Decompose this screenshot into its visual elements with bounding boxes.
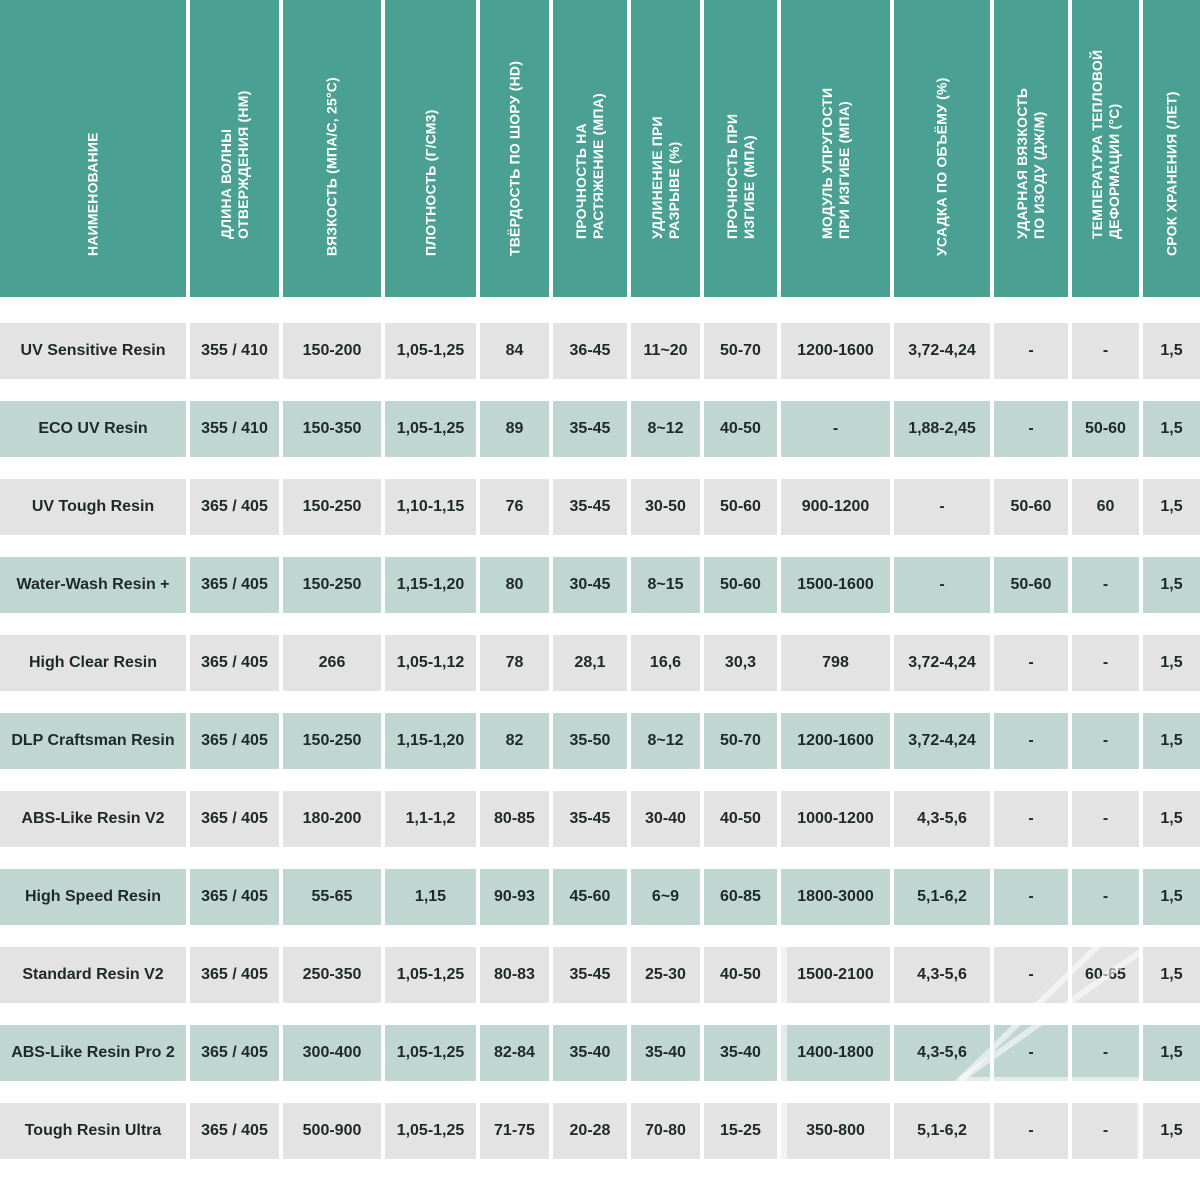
table-cell: 70-80 xyxy=(631,1103,700,1159)
table-cell: - xyxy=(781,401,890,457)
table-cell: 6~9 xyxy=(631,869,700,925)
resin-name-cell: ABS-Like Resin Pro 2 xyxy=(0,1025,186,1081)
column-header xyxy=(994,0,1068,297)
table-cell: - xyxy=(994,713,1068,769)
table-cell: 78 xyxy=(480,635,549,691)
table-cell: 36-45 xyxy=(553,323,627,379)
table-cell: 365 / 405 xyxy=(190,557,279,613)
table-cell: 50-70 xyxy=(704,713,777,769)
column-header-label: НАИМЕНОВАНИЕ xyxy=(84,132,101,256)
column-header xyxy=(631,0,700,297)
table-cell: - xyxy=(1072,1025,1139,1081)
table-cell: 355 / 410 xyxy=(190,323,279,379)
table-cell: 1,05-1,25 xyxy=(385,323,476,379)
table-cell: 1,5 xyxy=(1143,713,1200,769)
table-cell: 35-45 xyxy=(553,401,627,457)
table-cell: 150-250 xyxy=(283,557,381,613)
table-cell: 150-200 xyxy=(283,323,381,379)
table-cell: 1,05-1,25 xyxy=(385,947,476,1003)
table-cell: 365 / 405 xyxy=(190,1103,279,1159)
table-cell: 50-60 xyxy=(994,557,1068,613)
table-cell: 350-800 xyxy=(781,1103,890,1159)
table-cell: - xyxy=(994,401,1068,457)
table-cell: 89 xyxy=(480,401,549,457)
column-header xyxy=(894,0,990,297)
table-cell: - xyxy=(994,869,1068,925)
table-cell: 1,5 xyxy=(1143,479,1200,535)
table-cell: 45-60 xyxy=(553,869,627,925)
table-cell: 50-60 xyxy=(994,479,1068,535)
column-header xyxy=(385,0,476,297)
table-cell: 1500-1600 xyxy=(781,557,890,613)
table-cell: 16,6 xyxy=(631,635,700,691)
table-cell: 250-350 xyxy=(283,947,381,1003)
table-cell: 1200-1600 xyxy=(781,323,890,379)
resin-name-cell: Standard Resin V2 xyxy=(0,947,186,1003)
table-cell: 1,5 xyxy=(1143,557,1200,613)
table-cell: - xyxy=(994,947,1068,1003)
table-cell: 80-85 xyxy=(480,791,549,847)
table-cell: 365 / 405 xyxy=(190,791,279,847)
table-cell: 365 / 405 xyxy=(190,947,279,1003)
table-cell: - xyxy=(994,635,1068,691)
table-cell: 76 xyxy=(480,479,549,535)
table-cell: 798 xyxy=(781,635,890,691)
table-cell: - xyxy=(1072,557,1139,613)
column-header-label: УСАДКА ПО ОБЪЁМУ (%) xyxy=(933,77,950,256)
table-cell: 365 / 405 xyxy=(190,869,279,925)
table-cell: 3,72-4,24 xyxy=(894,713,990,769)
table-cell: - xyxy=(994,791,1068,847)
table-cell: 1000-1200 xyxy=(781,791,890,847)
table-cell: 60 xyxy=(1072,479,1139,535)
table-cell: 1,88-2,45 xyxy=(894,401,990,457)
table-cell: 150-350 xyxy=(283,401,381,457)
table-cell: 35-40 xyxy=(631,1025,700,1081)
table-cell: 1,5 xyxy=(1143,1103,1200,1159)
resin-name-cell: ABS-Like Resin V2 xyxy=(0,791,186,847)
table-cell: 30,3 xyxy=(704,635,777,691)
table-cell: 180-200 xyxy=(283,791,381,847)
table-cell: 50-60 xyxy=(1072,401,1139,457)
table-cell: 1,15-1,20 xyxy=(385,557,476,613)
table-cell: 30-50 xyxy=(631,479,700,535)
table-cell: 30-40 xyxy=(631,791,700,847)
table-cell: - xyxy=(1072,713,1139,769)
column-header-label: УДЛИНЕНИЕ ПРИ РАЗРЫВЕ (%) xyxy=(648,116,682,239)
table-cell: 82 xyxy=(480,713,549,769)
column-header-label: ДЛИНА ВОЛНЫ ОТВЕРЖДЕНИЯ (НМ) xyxy=(217,90,251,239)
resin-name-cell: UV Tough Resin xyxy=(0,479,186,535)
table-cell: 80 xyxy=(480,557,549,613)
table-cell: 1,05-1,25 xyxy=(385,1103,476,1159)
table-cell: 80-83 xyxy=(480,947,549,1003)
table-cell: 1,10-1,15 xyxy=(385,479,476,535)
table-cell: 8~15 xyxy=(631,557,700,613)
table-cell: 15-25 xyxy=(704,1103,777,1159)
table-cell: 1,5 xyxy=(1143,401,1200,457)
table-cell: 150-250 xyxy=(283,713,381,769)
table-cell: 30-45 xyxy=(553,557,627,613)
table-cell: 3,72-4,24 xyxy=(894,323,990,379)
table-cell: 35-45 xyxy=(553,947,627,1003)
table-cell: - xyxy=(894,557,990,613)
table-cell: 60-65 xyxy=(1072,947,1139,1003)
table-cell: 1,15-1,20 xyxy=(385,713,476,769)
table-cell: 900-1200 xyxy=(781,479,890,535)
table-cell: 1,5 xyxy=(1143,323,1200,379)
table-cell: 40-50 xyxy=(704,791,777,847)
table-cell: 3,72-4,24 xyxy=(894,635,990,691)
column-header-label: ВЯЗКОСТЬ (МПА/С, 25°С) xyxy=(323,77,340,256)
table-cell: 1,05-1,12 xyxy=(385,635,476,691)
table-cell: 35-40 xyxy=(704,1025,777,1081)
table-cell: 365 / 405 xyxy=(190,1025,279,1081)
column-header xyxy=(781,0,890,297)
table-cell: 365 / 405 xyxy=(190,479,279,535)
table-cell: 500-900 xyxy=(283,1103,381,1159)
table-cell: 35-40 xyxy=(553,1025,627,1081)
column-header xyxy=(283,0,381,297)
column-header xyxy=(1072,0,1139,297)
table-cell: 4,3-5,6 xyxy=(894,791,990,847)
column-header xyxy=(0,0,186,297)
column-header-label: МОДУЛЬ УПРУГОСТИ ПРИ ИЗГИБЕ (МПА) xyxy=(818,87,852,239)
resin-name-cell: UV Sensitive Resin xyxy=(0,323,186,379)
table-cell: 25-30 xyxy=(631,947,700,1003)
table-cell: 1,5 xyxy=(1143,1025,1200,1081)
resin-name-cell: ECO UV Resin xyxy=(0,401,186,457)
column-header xyxy=(1143,0,1200,297)
resin-name-cell: Water-Wash Resin + xyxy=(0,557,186,613)
table-cell: 5,1-6,2 xyxy=(894,1103,990,1159)
column-header-label: ТЕМПЕРАТУРА ТЕПЛОВОЙ ДЕФОРМАЦИИ (°С) xyxy=(1088,49,1122,239)
table-cell: 40-50 xyxy=(704,401,777,457)
table-cell: 5,1-6,2 xyxy=(894,869,990,925)
column-header-label: СРОК ХРАНЕНИЯ (ЛЕТ) xyxy=(1163,91,1179,256)
column-header-label: ТВЁРДОСТЬ ПО ШОРУ (HD) xyxy=(506,60,522,256)
table-cell: - xyxy=(1072,1103,1139,1159)
table-cell: - xyxy=(1072,635,1139,691)
table-cell: - xyxy=(1072,323,1139,379)
table-cell: - xyxy=(1072,869,1139,925)
table-cell: 20-28 xyxy=(553,1103,627,1159)
table-cell: 8~12 xyxy=(631,713,700,769)
resin-name-cell: DLP Craftsman Resin xyxy=(0,713,186,769)
resin-name-cell: High Clear Resin xyxy=(0,635,186,691)
column-header-label: ПЛОТНОСТЬ (Г/СМ3) xyxy=(422,109,438,256)
table-cell: - xyxy=(994,323,1068,379)
table-cell: 50-70 xyxy=(704,323,777,379)
table-cell: 1400-1800 xyxy=(781,1025,890,1081)
table-cell: - xyxy=(994,1025,1068,1081)
table-cell: 1,5 xyxy=(1143,947,1200,1003)
table-cell: 365 / 405 xyxy=(190,635,279,691)
table-cell: 1,05-1,25 xyxy=(385,1025,476,1081)
table-cell: 1500-2100 xyxy=(781,947,890,1003)
table-cell: 82-84 xyxy=(480,1025,549,1081)
table-cell: 11~20 xyxy=(631,323,700,379)
table-cell: 1,1-1,2 xyxy=(385,791,476,847)
table-cell: 71-75 xyxy=(480,1103,549,1159)
table-cell: 355 / 410 xyxy=(190,401,279,457)
table-cell: 300-400 xyxy=(283,1025,381,1081)
table-cell: 1,5 xyxy=(1143,635,1200,691)
resin-name-cell: High Speed Resin xyxy=(0,869,186,925)
table-cell: 90-93 xyxy=(480,869,549,925)
table-cell: 1,15 xyxy=(385,869,476,925)
column-header-label: ПРОЧНОСТЬ ПРИ ИЗГИБЕ (МПА) xyxy=(723,113,757,239)
table-cell: 35-45 xyxy=(553,791,627,847)
table-cell: - xyxy=(994,1103,1068,1159)
table-cell: 40-50 xyxy=(704,947,777,1003)
table-cell: 1,5 xyxy=(1143,869,1200,925)
table-cell: 266 xyxy=(283,635,381,691)
table-cell: 60-85 xyxy=(704,869,777,925)
table-cell: 150-250 xyxy=(283,479,381,535)
table-cell: 1,05-1,25 xyxy=(385,401,476,457)
table-cell: 28,1 xyxy=(553,635,627,691)
table-cell: 8~12 xyxy=(631,401,700,457)
table-cell: 4,3-5,6 xyxy=(894,1025,990,1081)
table-cell: 4,3-5,6 xyxy=(894,947,990,1003)
table-cell: 1,5 xyxy=(1143,791,1200,847)
table-cell: - xyxy=(1072,791,1139,847)
table-cell: - xyxy=(894,479,990,535)
table-cell: 1200-1600 xyxy=(781,713,890,769)
column-header xyxy=(480,0,549,297)
column-header xyxy=(553,0,627,297)
table-cell: 55-65 xyxy=(283,869,381,925)
table-cell: 365 / 405 xyxy=(190,713,279,769)
column-header-label: УДАРНАЯ ВЯЗКОСТЬ ПО ИЗОДУ (ДЖ/М) xyxy=(1014,87,1047,239)
table-cell: 35-50 xyxy=(553,713,627,769)
column-header-label: ПРОЧНОСТЬ НА РАСТЯЖЕНИЕ (МПА) xyxy=(573,93,606,239)
table-cell: 1800-3000 xyxy=(781,869,890,925)
table-cell: 50-60 xyxy=(704,557,777,613)
column-header xyxy=(190,0,279,297)
resin-name-cell: Tough Resin Ultra xyxy=(0,1103,186,1159)
table-cell: 50-60 xyxy=(704,479,777,535)
table-cell: 84 xyxy=(480,323,549,379)
table-cell: 35-45 xyxy=(553,479,627,535)
column-header xyxy=(704,0,777,297)
